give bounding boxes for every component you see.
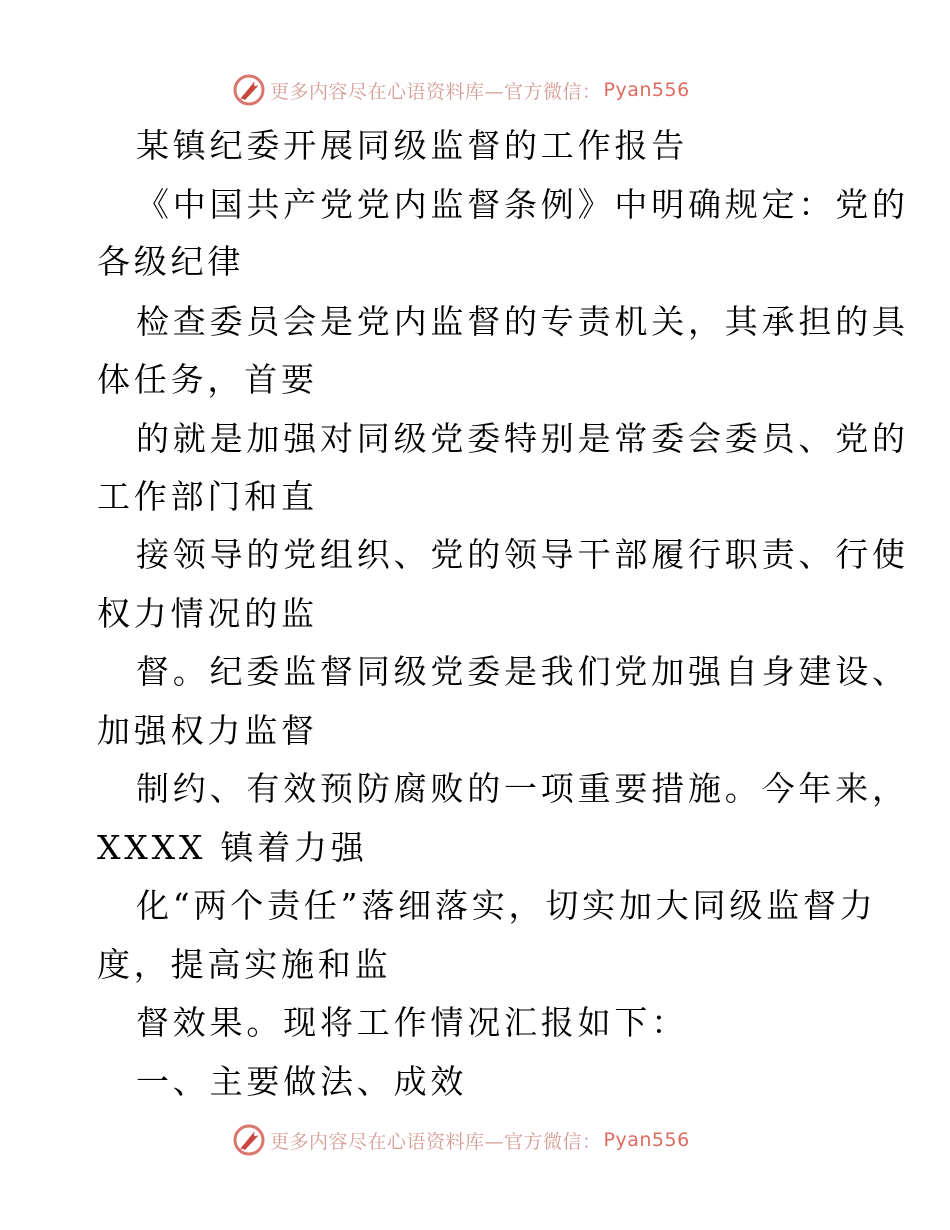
body-line: 制约、有效预防腐败的一项重要措施。今年来， (136, 769, 909, 808)
body-line: 督效果。现将工作情况汇报如下： (136, 1003, 688, 1042)
pen-nib-logo-icon (232, 73, 266, 107)
footer-watermark (232, 1122, 690, 1158)
body-line: 工作部门和直 (97, 477, 318, 516)
body-line: 接领导的党组织、党的领导干部履行职责、行使 (136, 535, 909, 574)
body-line: 化“两个责任”落细落实，切实加大同级监督力 (136, 886, 877, 925)
header-watermark (232, 72, 690, 108)
pen-nib-logo-icon (232, 1123, 266, 1157)
body-line: 《中国共产党党内监督条例》中明确规定：党的 (136, 185, 909, 224)
document-title: 某镇纪委开展同级监督的工作报告 (136, 126, 688, 165)
body-line: 体任务，首要 (97, 360, 318, 399)
body-line: 督。纪委监督同级党委是我们党加强自身建设、 (136, 652, 909, 691)
watermark-text: 更多内容尽在心语资料库—官方微信： (270, 80, 602, 103)
body-line: 度，提高实施和监 (97, 945, 392, 984)
body-line: 检查委员会是党内监督的专责机关，其承担的具 (136, 302, 909, 341)
body-line: 加强权力监督 (97, 711, 318, 750)
body-line: 各级纪律 (97, 242, 245, 281)
watermark-text: 更多内容尽在心语资料库—官方微信： (270, 1130, 602, 1153)
watermark-wechat-id: Pyan556 (603, 79, 690, 101)
watermark-wechat-id: Pyan556 (603, 1129, 690, 1151)
body-line: XXXX 镇着力强 (97, 828, 368, 867)
body-line: 权力情况的监 (97, 594, 318, 633)
section-heading: 一、主要做法、成效 (136, 1062, 468, 1101)
body-line: 的就是加强对同级党委特别是常委会委员、党的 (136, 419, 909, 458)
